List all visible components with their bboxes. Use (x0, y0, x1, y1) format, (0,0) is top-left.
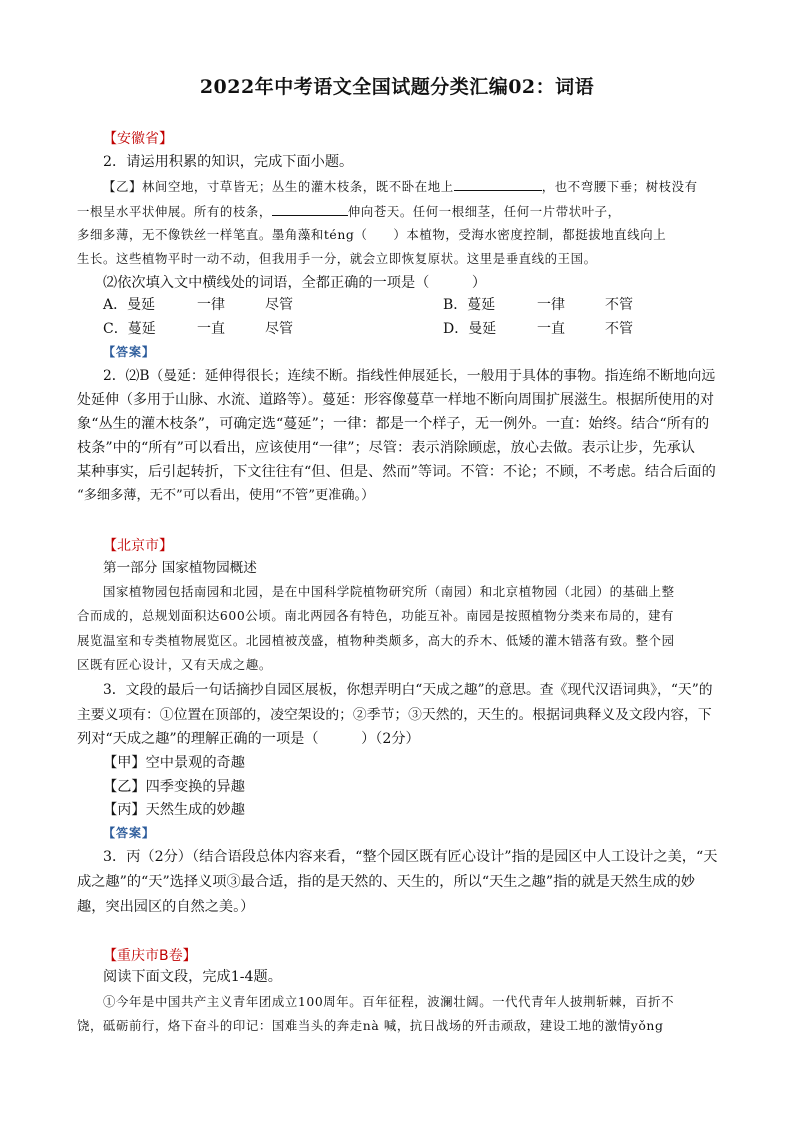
passage-line: 【乙】林间空地，寸草皆无；丛生的灌木枝条，既不卧在地上 ，也不弯腰下垂；树枝没有 (103, 176, 717, 197)
passage-line: 一根呈水平状伸展。所有的枝条， 伸向苍天。任何一根细茎，任何一片带状叶子， (77, 201, 717, 222)
passage-line: 区既有匠心设计，又有天成之趣。 (77, 657, 272, 672)
answer-line: 2．⑵B（曼延：延伸得很长；连续不断。指线性伸展延长，一般用于具体的事物。指连绵不断地向远 (103, 368, 716, 384)
fill-blank-2 (272, 201, 348, 216)
passage-line: 合而成的，总规划面积达600公顷。南北两园各有特色，功能互补。南园是按照植物分类来布局的，建有 (77, 608, 675, 623)
passage-line: 展览温室和专类植物展览区。北园植被茂盛，植物种类颇多，高大的乔木、低矮的灌木错落有致。整个园 (77, 633, 675, 648)
question-line: 主要义项有：①位置在顶部的，凌空架设的；②季节；③天然的，天生的。根据词典释义及文段内容，下 (77, 707, 712, 723)
passage-line: 生长。这些植物平时一动不动，但我用手一分，就会立即恢复原状。这里是垂直线的王国。 (77, 251, 597, 266)
answer-line: 某种事实，后引起转折，下文往往有“但、但是、然而”等词。不管：不论；不顾，不考虑。结合后面的 (77, 464, 716, 480)
answer-line: “多细多薄，无不”可以看出，使用“不管”更准确。） (77, 488, 375, 503)
fill-blank-1 (454, 176, 542, 191)
option-jia: 【甲】空中景观的奇趣 (103, 755, 245, 771)
answer-line: 象“丛生的灌木枝条”，可确定选“蔓延”；一律：都是一个样子，无一例外。一直：始终。结合“所有的 (77, 416, 710, 432)
option-bing: 【丙】天然生成的妙趣 (103, 802, 245, 818)
answer-line: 趣，突出园区的自然之美。） (77, 899, 255, 915)
question-line: 3．文段的最后一句话摘抄自园区展板，你想弄明白“天成之趣”的意思。查《现代汉语词典》，“天”的 (103, 682, 713, 698)
answer-line: 3．丙（2分）（结合语段总体内容来看，“整个园区既有匠心设计”指的是园区中人工设计之美，“天 (103, 849, 718, 865)
passage-line: 多细多薄，无不像铁丝一样笔直。墨角藻和téng（ ）本植物，受海水密度控制，都挺拔地直线向上 (77, 227, 667, 242)
section-tag-anhui: 【安徽省】 (103, 131, 173, 147)
question-intro: 2．请运用积累的知识，完成下面小题。 (103, 154, 354, 170)
answer-tag: 【答案】 (103, 345, 156, 359)
section-subtitle: 第一部分 国家植物园概述 (103, 560, 257, 576)
option-yi: 【乙】四季变换的异趣 (103, 779, 245, 795)
section-tag-chongqing: 【重庆市B卷】 (103, 948, 197, 964)
answer-line: 枝条”中的“所有”可以看出，应该使用“一律”；尽管：表示消除顾虑，放心去做。表示让步，先承认 (77, 440, 695, 456)
passage-line: 国家植物园包括南园和北园，是在中国科学院植物研究所（南园）和北京植物园（北园）的基础上整 (103, 584, 675, 599)
passage-line: 饶，砥砺前行，烙下奋斗的印记：国难当头的奔走nà 喊，抗日战场的歼击顽敌，建设工地的激情yǒng (77, 1018, 664, 1033)
page-title: 2022年中考语文全国试题分类汇编02：词语 (199, 76, 595, 98)
passage-line: ①今年是中国共产主义青年团成立100周年。百年征程，波澜壮阔。一代代青年人披荆斩棘，百折不 (103, 994, 675, 1009)
answer-tag: 【答案】 (103, 826, 156, 840)
document-page: 2022年中考语文全国试题分类汇编02：词语 【安徽省】 2．请运用积累的知识，完成下面小题。 【乙】林间空地，寸草皆无；丛生的灌木枝条，既不卧在地上 ，也不弯腰下垂；树枝没有 一根呈水平状伸展。所有的枝条， 伸向苍天。任何一根细茎，任何一片带状叶子， 多细多薄，无不像铁丝一样笔直。墨角藻和téng（ ）本植物，受海水密度控制，都挺拔地直线向上 生长。这些植物平时一动不动，但我用手一分，就会立即恢复原状。这里是垂直线的王国。 ⑵依次填入文中横线处的词语，全都正确的一项是（ ） A．曼延 一律 尽管 B．蔓延 一律 不管 C．蔓延 一直 尽管 D．曼延 一直 不管 【答案】 2．⑵B（曼延：延伸得很长；连续不断。指线性伸展延长，一般用于具体的事物。指连绵不断地向远 处延伸（多用于山脉、水流、道路等）。蔓延：形容像蔓草一样地不断向周围扩展滋生。根据所使用的对 象“丛生的灌木枝条”，可确定选“蔓延”；一律：都是一个样子，无一例外。一直：始终。结合“所有的 枝条”中的“所有”可以看出，应该使用“一律”；尽管：表示消除顾虑，放心去做。表示让步，先承认 某种事实，后引起转折，下文往往有“但、但是、然而”等词。不管：不论；不顾，不考虑。结合后面的 “多细多薄，无不”可以看出，使用“不管”更准确。） 【北京市】 第一部分 国家植物园概述 国家植物园包括南园和北园，是在中国科学院植物研究所（南园）和北京植物园（北园）的基础上整 合而成的，总规划面积达600公顷。南北两园各有特色，功能互补。南园是按照植物分类来布局的，建有 展览温室和专类植物展览区。北园植被茂盛，植物种类颇多，高大的乔木、低矮的灌木错落有致。整个园 区既有匠心设计，又有天成之趣。 3．文段的最后一句话摘抄自园区展板，你想弄明白“天成之趣”的意思。查《现代汉语词典》，“天”的 主要义项有：①位置在顶部的，凌空架设的；②季节；③天然的，天生的。根据词典释义及文段内容，下 列对“天成之趣”的理解正确的一项是（ ）（2分） 【甲】空中景观的奇趣 【乙】四季变换的异趣 【丙】天然生成的妙趣 【答案】 3．丙（2分）（结合语段总体内容来看，“整个园区既有匠心设计”指的是园区中人工设计之美，“天 成之趣”的“天”选择义项③最合适，指的是天然的、天生的，所以“天生之趣”指的就是天然生成的妙 趣，突出园区的自然之美。） 【重庆市B卷】 阅读下面文段，完成1-4题。 ①今年是中国共产主义青年团成立100周年。百年征程，波澜壮阔。一代代青年人披荆斩棘，百折不 饶，砥砺前行，烙下奋斗的印记：国难当头的奔走nà 喊，抗日战场的歼击顽敌，建设工地的激情yǒng (0, 0, 794, 1123)
question-text: ⑵依次填入文中横线处的词语，全都正确的一项是（ ） (103, 275, 487, 291)
answer-line: 成之趣”的“天”选择义项③最合适，指的是天然的、天生的，所以“天生之趣”指的就是天然生成的妙 (77, 874, 695, 890)
question-line: 列对“天成之趣”的理解正确的一项是（ ）（2分） (77, 731, 420, 747)
answer-line: 处延伸（多用于山脉、水流、道路等）。蔓延：形容像蔓草一样地不断向周围扩展滋生。根据所使用的对 (77, 392, 714, 408)
section-tag-beijing: 【北京市】 (103, 538, 173, 554)
reading-intro: 阅读下面文段，完成1-4题。 (103, 969, 282, 985)
